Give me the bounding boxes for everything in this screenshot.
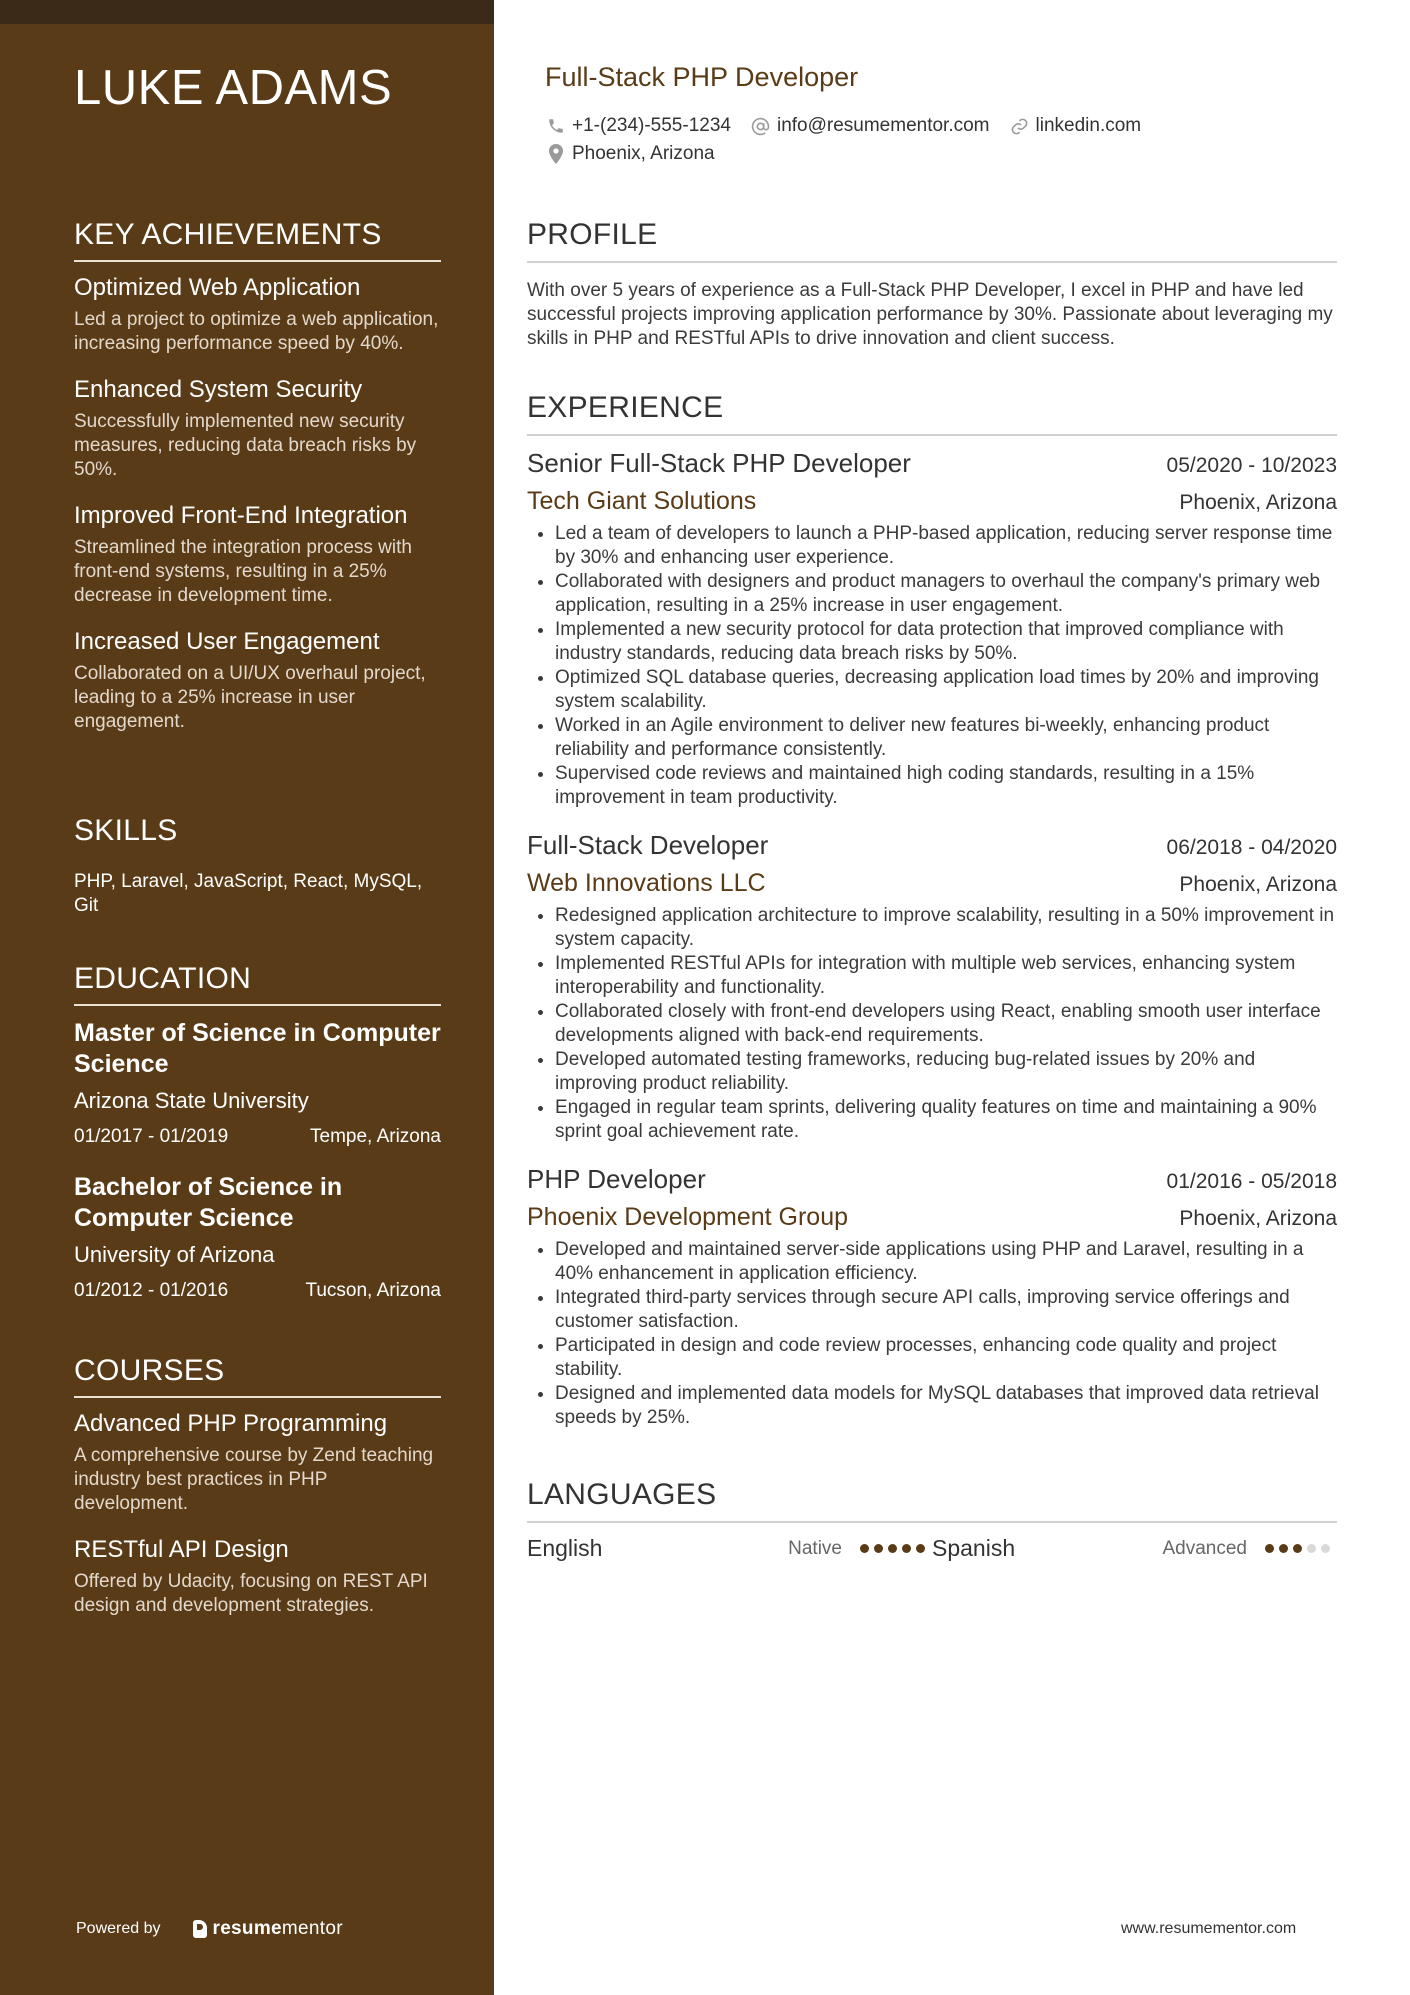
rating-dot-empty: [1321, 1544, 1330, 1553]
job-bullet: • Led a team of developers to launch a PHP-based application, reducing server response time by 30% and enhancing user experience.: [555, 522, 1337, 570]
job-bullet: • Worked in an Agile environment to deliver new features bi-weekly, enhancing product reliability and performance consistently.: [555, 714, 1337, 762]
languages-heading: LANGUAGES: [527, 1478, 1337, 1523]
achievement-desc: Led a project to optimize a web application, increasing performance speed by 40%.: [74, 309, 439, 354]
job-bullet: • Optimized SQL database queries, decreasing application load times by 20% and improving system scalability.: [555, 666, 1337, 714]
location-text: Phoenix, Arizona: [572, 143, 715, 164]
achievements-heading: KEY ACHIEVEMENTS: [74, 218, 441, 262]
achievement-desc: Streamlined the integration process with front-end systems, resulting in a 25% decrease in development time.: [74, 537, 412, 606]
job-location: Phoenix, Arizona: [1179, 873, 1337, 896]
location-contact: [546, 143, 715, 165]
job-bullet: • Collaborated with designers and product managers to overhaul the company's primary web application, resulting in a 25% increase in user engagement.: [555, 570, 1337, 618]
job-bullet: • Implemented RESTful APIs for integration with multiple web services, enhancing system interoperability and functionality.: [555, 952, 1337, 1000]
job-entry: [527, 448, 1337, 810]
achievement-desc: Collaborated on a UI/UX overhaul project, leading to a 25% increase in user engagement.: [74, 663, 426, 732]
footer-website[interactable]: www.resumementor.com: [1121, 1920, 1297, 1937]
achievement-item: [74, 628, 441, 734]
achievement-item: [74, 502, 441, 608]
phone-icon: [546, 116, 566, 136]
achievement-title: Optimized Web Application: [74, 274, 361, 301]
job-bullet: • Participated in design and code review processes, enhancing code quality and project stability.: [555, 1334, 1337, 1382]
phone-contact[interactable]: [546, 115, 731, 137]
courses-section: [74, 1354, 441, 1638]
job-entry: [527, 830, 1337, 1144]
course-item: [74, 1536, 441, 1618]
experience-heading: EXPERIENCE: [527, 391, 1337, 436]
job-bullet: • Engaged in regular team sprints, delivering quality features on time and maintaining a 90% sprint goal achievement rate.: [555, 1096, 1337, 1144]
at-icon: [751, 116, 771, 136]
education-section: [74, 962, 441, 1326]
job-bullet: • Redesigned application architecture to improve scalability, resulting in a 50% improvement in system capacity.: [555, 904, 1337, 952]
linkedin-contact[interactable]: [1010, 115, 1142, 137]
candidate-name: LUKE ADAMS: [74, 61, 393, 115]
rating-dot-empty: [1307, 1544, 1316, 1553]
job-bullet: • Collaborated closely with front-end developers using React, enabling smooth user interface developments aligned with back-end requirements.: [555, 1000, 1337, 1048]
skills-list: PHP, Laravel, JavaScript, React, MySQL, Git: [74, 871, 423, 916]
linkedin-link: linkedin.com: [1035, 115, 1142, 136]
course-title: RESTful API Design: [74, 1536, 289, 1563]
course-item: [74, 1410, 441, 1516]
skills-heading: SKILLS: [74, 814, 178, 847]
job-bullet: • Developed automated testing frameworks, reducing bug-related issues by 20% and improving product reliability.: [555, 1048, 1337, 1096]
job-company: Tech Giant Solutions: [527, 487, 757, 515]
rating-dot-filled: [1279, 1544, 1288, 1553]
resumementor-logo-icon: [193, 1920, 207, 1938]
rating-dot-filled: [1293, 1544, 1302, 1553]
phone-number: +1-(234)-555-1234: [572, 115, 731, 136]
job-bullets: [527, 904, 1337, 1144]
job-location: Phoenix, Arizona: [1179, 1207, 1337, 1230]
job-role: Senior Full-Stack PHP Developer: [527, 448, 911, 478]
achievement-title: Improved Front-End Integration: [74, 502, 408, 529]
language-name: Spanish: [932, 1535, 1016, 1561]
job-location: Phoenix, Arizona: [1179, 491, 1337, 514]
email-contact[interactable]: [751, 115, 990, 137]
education-degree: Master of Science in Computer Science: [74, 1019, 441, 1078]
job-bullet: • Implemented a new security protocol for data protection that improved compliance with industry standards, reducing data breach risks by 50%.: [555, 618, 1337, 666]
education-item: [74, 1172, 441, 1302]
education-location: Tempe, Arizona: [310, 1126, 441, 1147]
skills-section: [74, 814, 441, 918]
profile-section: [527, 218, 1337, 351]
logo-bold-text: resume: [212, 1918, 282, 1939]
language-level: Native: [788, 1537, 842, 1559]
course-title: Advanced PHP Programming: [74, 1410, 388, 1437]
job-bullets: [527, 1238, 1337, 1430]
achievement-item: [74, 376, 441, 482]
language-item: [932, 1535, 1337, 1562]
job-role: PHP Developer: [527, 1164, 706, 1194]
education-dates: 01/2017 - 01/2019: [74, 1126, 229, 1147]
logo-light-text: mentor: [281, 1918, 343, 1939]
sidebar-footer: [76, 1918, 343, 1940]
job-bullets: [527, 522, 1337, 810]
resumementor-logo[interactable]: [193, 1918, 343, 1940]
profile-text: With over 5 years of experience as a Full-Stack PHP Developer, I excel in PHP and have led successful projects improving application performance by 30%. Passionate about leveraging my skills in PHP and RESTful APIs to drive innovation and client success.: [527, 280, 1333, 349]
language-item: [527, 1535, 932, 1562]
location-pin-icon: [546, 144, 566, 164]
job-dates: 05/2020 - 10/2023: [1166, 454, 1337, 477]
education-location: Tucson, Arizona: [305, 1280, 441, 1301]
job-dates: 06/2018 - 04/2020: [1166, 836, 1337, 859]
job-company: Web Innovations LLC: [527, 869, 766, 897]
language-level: Advanced: [1162, 1537, 1247, 1559]
education-degree: Bachelor of Science in Computer Science: [74, 1173, 343, 1232]
languages-section: [527, 1478, 1337, 1562]
job-bullet: • Integrated third-party services through secure API calls, improving service offerings and customer satisfaction.: [555, 1286, 1337, 1334]
experience-section: [527, 391, 1337, 1450]
job-bullet: • Designed and implemented data models for MySQL databases that improved data retrieval speeds by 25%.: [555, 1382, 1337, 1430]
achievement-title: Increased User Engagement: [74, 628, 380, 655]
profile-heading: PROFILE: [527, 218, 1337, 263]
language-rating: [1265, 1544, 1335, 1553]
course-desc: Offered by Udacity, focusing on REST API design and development strategies.: [74, 1571, 428, 1616]
email-address: info@resumementor.com: [776, 115, 990, 136]
job-bullet: • Supervised code reviews and maintained high coding standards, resulting in a 15% improvement in team productivity.: [555, 762, 1337, 810]
rating-dot-filled: [860, 1544, 869, 1553]
education-heading: EDUCATION: [74, 962, 441, 1006]
link-icon: [1010, 116, 1030, 136]
education-school: Arizona State University: [74, 1088, 309, 1113]
job-company: Phoenix Development Group: [527, 1203, 849, 1231]
job-entry: [527, 1164, 1337, 1430]
job-role: Full-Stack Developer: [527, 830, 769, 860]
education-dates: 01/2012 - 01/2016: [74, 1280, 229, 1301]
language-name: English: [527, 1535, 603, 1561]
contact-info: [546, 112, 1306, 168]
rating-dot-filled: [1265, 1544, 1274, 1553]
achievement-desc: Successfully implemented new security measures, reducing data breach risks by 50%.: [74, 411, 417, 480]
job-dates: 01/2016 - 05/2018: [1166, 1170, 1337, 1193]
sidebar-top-band: [0, 0, 494, 24]
job-bullet: • Developed and maintained server-side applications using PHP and Laravel, resulting in a 40% enhancement in application efficiency.: [555, 1238, 1337, 1286]
powered-by-text: Powered by: [76, 1920, 161, 1937]
achievements-section: [74, 218, 441, 754]
rating-dot-filled: [902, 1544, 911, 1553]
job-title: Full-Stack PHP Developer: [545, 62, 859, 92]
achievement-item: [74, 274, 441, 356]
course-desc: A comprehensive course by Zend teaching industry best practices in PHP development.: [74, 1445, 434, 1514]
sidebar: [0, 0, 494, 1995]
rating-dot-filled: [916, 1544, 925, 1553]
education-item: [74, 1018, 441, 1148]
education-school: University of Arizona: [74, 1242, 275, 1267]
rating-dot-filled: [874, 1544, 883, 1553]
achievement-title: Enhanced System Security: [74, 376, 363, 403]
courses-heading: COURSES: [74, 1354, 441, 1398]
rating-dot-filled: [888, 1544, 897, 1553]
language-rating: [860, 1544, 930, 1553]
